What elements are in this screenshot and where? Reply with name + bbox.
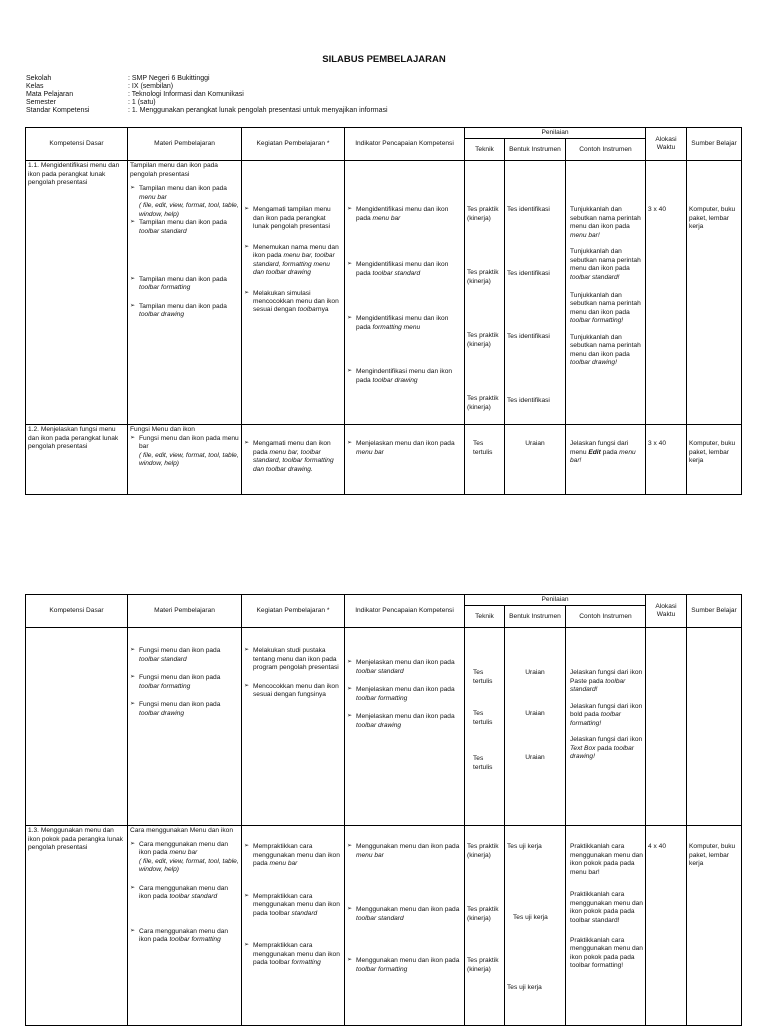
item-text: Tampilan menu dan ikon pada <box>139 219 227 227</box>
item-text: Menjelaskan menu dan ikon pada <box>356 686 455 694</box>
header-bentuk: Bentuk Instrumen <box>505 139 566 161</box>
indikator-cell <box>345 425 465 495</box>
header-kegiatan: Kegiatan Pembelajaran * <box>242 128 345 161</box>
contoh-item <box>568 334 643 368</box>
list-item <box>347 261 462 278</box>
table-row <box>26 161 742 425</box>
item-italic: menu bar <box>356 448 384 456</box>
bentuk-text: Tes uji kerja <box>513 913 548 921</box>
teknik-text: Tes tertulis <box>473 440 493 456</box>
item-text: Fungsi menu dan ikon pada menu bar <box>139 434 239 451</box>
item-text: Jelaskan fungsi dari ikon Paste pada <box>570 669 643 685</box>
header-penilaian: Penilaian <box>465 128 646 139</box>
item-text: Mempraktikkan cara menggunakan menu dan ikon pada <box>253 843 340 868</box>
item-italic: toolbar standard! <box>570 677 626 694</box>
materi-heading: Cara menggunakan Menu dan ikon <box>130 827 234 835</box>
alokasi-cell <box>646 161 687 425</box>
header-kompetensi: Kompetensi Dasar <box>26 128 128 161</box>
alokasi-cell <box>646 826 687 1026</box>
bentuk-text: Tes identifikasi <box>507 269 550 277</box>
list-item <box>347 659 462 676</box>
kd-text: 1.3. Menggunakan menu dan ikon pokok pada perangka lunak pengolah presentasi <box>28 827 123 852</box>
contoh-cell <box>566 628 646 826</box>
sumber-text: Komputer, buku paket, lembar kerja <box>689 440 736 465</box>
contoh-item <box>568 669 643 694</box>
list-item <box>347 957 462 974</box>
sumber-cell <box>687 425 742 495</box>
list-item <box>244 290 342 315</box>
item-italic: toolbar formatting! <box>570 317 624 325</box>
item-italic: toolbar drawing <box>372 376 418 384</box>
item-text: Menjelaskan menu dan ikon pada <box>356 713 455 721</box>
meta-key: Sekolah <box>26 75 52 82</box>
contoh-item: Praktikkanlah cara menggunakan menu dan ikon pokok pada pada toolbar formatting! <box>570 936 643 970</box>
item-italic: toolbar drawing <box>139 311 185 319</box>
item-text: Mempraktikkan cara menggunakan menu dan ikon pada toolbar <box>253 942 340 966</box>
meta-value: : Teknologi Informasi dan Komunikasi <box>128 91 244 98</box>
teknik-cell <box>465 425 505 495</box>
teknik-cell <box>465 628 505 826</box>
item-text: pada <box>597 744 612 752</box>
list-item <box>244 843 342 868</box>
materi-cell <box>128 161 242 425</box>
item-italic: toolbar formatting <box>139 284 191 292</box>
materi-heading: Fungsi Menu dan ikon <box>130 426 195 434</box>
item-text: Jelaskan fungsi dari ikon bold pada <box>570 702 643 719</box>
meta-row-subject <box>26 91 388 99</box>
item-italic: menu bar <box>269 860 298 868</box>
header-kegiatan: Kegiatan Pembelajaran * <box>242 595 345 628</box>
item-text: Jelaskan fungsi dari menu <box>570 440 629 456</box>
header-indikator: Indikator Pencapaian Kompetensi <box>345 128 465 161</box>
item-italic: toolbar standard! <box>570 273 620 281</box>
list-item <box>244 942 342 967</box>
item-detail: ( file, edit, view, format, tool, table, window, help) <box>139 202 239 218</box>
bentuk-text: Tes uji kerja <box>507 843 542 851</box>
meta-value: : 1. Menggunakan perangkat lunak pengolah presentasi untuk menyajikan informasi <box>128 107 388 114</box>
meta-row-class <box>26 83 388 91</box>
item-text: Fungsi menu dan ikon pada <box>139 701 221 709</box>
header-teknik: Teknik <box>465 139 505 161</box>
item-italic: menu bar! <box>570 448 636 465</box>
list-item <box>130 928 239 945</box>
item-text: pada <box>602 448 618 456</box>
materi-cell <box>128 425 242 495</box>
item-text: Mengidentifikasi menu dan ikon pada <box>356 206 449 222</box>
list-item <box>347 440 462 457</box>
list-item: ➢ Mencocokkan menu dan ikon sesuai dengan fungsinya <box>244 683 342 700</box>
alokasi-text: 3 x 40 <box>648 206 666 214</box>
list-item <box>244 440 342 474</box>
teknik-text: Tes tertulis <box>473 710 493 726</box>
teknik-text: Tes praktik (kinerja) <box>467 395 499 411</box>
header-sumber: Sumber Belajar <box>687 595 742 628</box>
meta-value: : 1 (satu) <box>128 99 156 106</box>
contoh-cell <box>566 161 646 425</box>
header-indikator: Indikator Pencapaian Kompetensi <box>345 595 465 628</box>
list-item <box>347 843 462 860</box>
item-text: Cara menggunakan menu dan ikon pada <box>139 884 229 901</box>
list-item <box>130 276 239 293</box>
contoh-item <box>568 206 643 240</box>
contoh-item <box>568 703 643 728</box>
item-text: Menemukan nama menu dan ikon pada <box>253 243 339 260</box>
alokasi-text: 3 x 40 <box>648 440 666 448</box>
item-italic: toolbar <box>297 306 318 314</box>
contoh-cell <box>566 826 646 1026</box>
contoh-item: Praktikkanlah cara menggunakan menu dan ikon pokok pada pada menu bar! <box>570 843 643 876</box>
list-item <box>130 219 239 236</box>
table-row <box>26 425 742 495</box>
item-text: Cara menggunakan menu dan ikon pada <box>139 840 229 857</box>
contoh-item: Praktikkanlah cara menggunakan menu dan ikon pokok pada pada toolbar standard! <box>570 891 643 924</box>
alokasi-cell <box>646 425 687 495</box>
teknik-text: Tes praktik (kinerja) <box>467 957 499 973</box>
table-row <box>26 826 742 1026</box>
bentuk-cell <box>505 826 566 1026</box>
item-text: Jelaskan fungsi dari ikon <box>570 736 643 744</box>
meta-row-semester <box>26 99 388 107</box>
teknik-text: Tes tertulis <box>473 669 493 685</box>
item-text: nya <box>317 306 329 314</box>
item-text: Mengidentifikasi menu dan ikon pada <box>356 261 449 277</box>
teknik-cell <box>465 826 505 1026</box>
item-italic: toolbar standard <box>139 227 187 235</box>
item-text: Fungsi menu dan ikon pada <box>139 674 221 682</box>
bentuk-cell <box>505 628 566 826</box>
kd-cell <box>26 628 128 826</box>
list-item <box>130 701 239 718</box>
sumber-cell <box>687 161 742 425</box>
header-contoh: Contoh Instrumen <box>566 606 646 628</box>
list-item <box>244 244 342 278</box>
item-text: Menjelaskan menu dan ikon pada <box>356 440 455 448</box>
materi-heading: Tampilan menu dan ikon pada pengolah presentasi <box>130 162 218 178</box>
list-item <box>130 885 239 902</box>
list-item <box>130 303 239 320</box>
kd-text: 1.2. Menjelaskan fungsi menu dan ikon pada perangkat lunak pengolah presentasi <box>28 426 119 451</box>
item-text: Tunjukkanlah dan sebutkan nama perintah menu dan ikon pada <box>570 333 641 358</box>
indikator-cell <box>345 826 465 1026</box>
item-italic: menu bar <box>372 214 401 222</box>
item-italic: menu bar, toolbar standard, toolbar formatting dan toolbar drawing. <box>253 448 334 473</box>
materi-cell <box>128 826 242 1026</box>
identity-block <box>26 75 388 115</box>
meta-key: Mata Pelajaran <box>26 91 74 98</box>
item-text: Mengindentifikasi menu dan ikon pada <box>356 368 453 384</box>
teknik-text: Tes praktik (kinerja) <box>467 906 499 922</box>
list-item: ➢ Melakukan studi pustaka tentang menu dan ikon pada program pengolah presentasi <box>244 647 342 672</box>
sumber-text: Komputer, buku paket, lembar kerja <box>689 206 736 231</box>
alokasi-cell <box>646 628 687 826</box>
kegiatan-cell <box>242 628 345 826</box>
bentuk-text: Uraian <box>525 754 545 762</box>
bentuk-cell <box>505 161 566 425</box>
item-italic: toolbar drawing <box>356 721 402 729</box>
header-sumber: Sumber Belajar <box>687 128 742 161</box>
item-italic: toolbar drawing <box>139 709 185 717</box>
contoh-item <box>568 292 643 326</box>
list-item <box>347 713 462 730</box>
teknik-text: Tes tertulis <box>473 755 493 771</box>
item-italic: menu bar, toolbar standard, formatting menu dan toolbar drawing <box>253 252 335 277</box>
bentuk-text: Uraian <box>525 669 545 677</box>
teknik-text: Tes praktik (kinerja) <box>467 206 499 222</box>
item-text: Fungsi menu dan ikon pada <box>139 647 221 655</box>
kd-cell <box>26 826 128 1026</box>
list-item <box>347 686 462 703</box>
list-item <box>130 185 239 219</box>
sumber-text: Komputer, buku paket, lembar kerja <box>689 843 736 868</box>
sumber-cell <box>687 826 742 1026</box>
header-contoh: Contoh Instrumen <box>566 139 646 161</box>
item-italic: menu bar <box>356 851 384 859</box>
header-materi: Materi Pembelajaran <box>128 128 242 161</box>
list-item <box>130 647 239 664</box>
kd-text: 1.1. Mengidentifikasi menu dan ikon pada perangkat lunak pengolah presentasi <box>28 162 120 187</box>
item-text: Tampilan menu dan ikon pada <box>139 185 227 193</box>
item-text: Mengidentifikasi menu dan ikon pada <box>356 315 449 331</box>
list-item <box>347 906 462 923</box>
item-italic: toolbar drawing! <box>570 359 617 366</box>
list-item <box>130 674 239 691</box>
item-text: Tunjukkanlah dan sebutkan nama perintah menu dan ikon pada <box>570 291 641 316</box>
meta-key: Kelas <box>26 83 44 90</box>
item-italic: formatting <box>291 958 321 966</box>
item-italic: toolbar standard <box>139 655 187 663</box>
header-alokasi: Alokasi Waktu <box>646 595 687 628</box>
item-text: Menggunakan menu dan ikon pada <box>356 957 460 965</box>
kd-cell <box>26 425 128 495</box>
bentuk-text: Tes identifikasi <box>507 206 550 214</box>
bentuk-text: Uraian <box>525 440 545 448</box>
item-italic: standard <box>291 909 318 917</box>
item-text: Tunjukkanlah dan sebutkan nama perintah menu dan ikon pada <box>570 206 641 231</box>
header-bentuk: Bentuk Instrumen <box>505 606 566 628</box>
contoh-cell <box>566 425 646 495</box>
header-materi: Materi Pembelajaran <box>128 595 242 628</box>
table-row <box>26 628 742 826</box>
item-text: Cara menggunakan menu dan ikon pada <box>139 927 229 943</box>
header-teknik: Teknik <box>465 606 505 628</box>
item-italic: toolbar formatting <box>356 694 408 702</box>
item-italic: Edit <box>588 448 601 456</box>
item-italic: menu bar! <box>570 231 600 239</box>
item-text: Tampilan menu dan ikon pada <box>139 275 227 283</box>
item-text: Tampilan menu dan ikon pada <box>139 302 227 310</box>
indikator-cell <box>345 161 465 425</box>
meta-value: : IX (sembilan) <box>128 83 174 90</box>
item-italic: toolbar formatting <box>139 682 191 690</box>
document-title: SILABUS PEMBELAJARAN <box>322 54 446 65</box>
kegiatan-cell <box>242 826 345 1026</box>
indikator-cell <box>345 628 465 826</box>
item-detail: ( file, edit, view, format, tool, table, window, help) <box>139 857 239 874</box>
bentuk-text: Uraian <box>525 709 545 717</box>
item-italic: toolbar standard <box>356 914 404 922</box>
teknik-text: Tes praktik (kinerja) <box>467 269 499 285</box>
meta-row-standard <box>26 107 388 115</box>
item-italic: toolbar formatting <box>356 965 408 973</box>
list-item: ➢ Mengamati tampilan menu dan ikon pada perangkat lunak pengolah presentasi <box>244 206 342 231</box>
item-italic: toolbar standard <box>372 269 421 277</box>
alokasi-text: 4 x 40 <box>648 843 666 851</box>
kegiatan-cell <box>242 161 345 425</box>
kegiatan-cell <box>242 425 345 495</box>
teknik-text: Tes praktik (kinerja) <box>467 332 499 348</box>
item-detail: ( file, edit, view, format, tool, table, window, help) <box>139 451 239 468</box>
item-text: Mengamati menu dan ikon pada <box>253 440 331 456</box>
contoh-item <box>568 736 643 761</box>
item-text: Menggunakan menu dan ikon pada <box>356 843 460 851</box>
meta-key: Standar Kompetensi <box>26 107 90 114</box>
list-item <box>130 841 239 875</box>
item-italic: toolbar formatting <box>169 935 221 943</box>
item-text: Mempraktikkan cara menggunakan menu dan ikon pada toolbar <box>253 892 340 917</box>
list-item <box>347 368 462 385</box>
list-item <box>347 315 462 332</box>
item-italic: toolbar standard <box>356 667 404 675</box>
item-text: Melakukan simulasi mencocokkan menu dan ikon sesuai dengan <box>253 289 339 314</box>
header-kompetensi: Kompetensi Dasar <box>26 595 128 628</box>
item-italic: toolbar standard <box>169 893 218 901</box>
teknik-text: Tes praktik (kinerja) <box>467 843 499 859</box>
bentuk-text: Tes uji kerja <box>507 984 542 992</box>
item-italic: toolbar drawing! <box>570 744 634 760</box>
contoh-item <box>568 248 643 282</box>
item-text: Tunjukkanlah dan sebutkan nama perintah menu dan ikon pada <box>570 248 641 273</box>
item-italic: menu bar <box>139 193 167 201</box>
list-item <box>130 435 239 469</box>
meta-value: : SMP Negeri 6 Bukittinggi <box>128 75 210 82</box>
contoh-item <box>568 440 643 465</box>
syllabus-table-page-1 <box>25 127 742 495</box>
materi-cell <box>128 628 242 826</box>
teknik-cell <box>465 161 505 425</box>
item-italic: menu bar <box>169 849 198 857</box>
bentuk-text: Tes identifikasi <box>507 396 550 404</box>
kd-cell <box>26 161 128 425</box>
item-text: Menggunakan menu dan ikon pada <box>356 906 460 914</box>
sumber-cell <box>687 628 742 826</box>
item-italic: Text Box <box>570 744 596 752</box>
header-alokasi: Alokasi Waktu <box>646 128 687 161</box>
item-text: Menjelaskan menu dan ikon pada <box>356 659 455 667</box>
bentuk-cell <box>505 425 566 495</box>
list-item <box>244 893 342 918</box>
item-italic: toolbar formatting! <box>570 711 621 727</box>
bentuk-text: Tes identifikasi <box>507 333 550 341</box>
syllabus-table-page-2 <box>25 594 742 1026</box>
list-item <box>347 206 462 223</box>
header-penilaian: Penilaian <box>465 595 646 606</box>
item-italic: formatting menu <box>372 323 421 331</box>
meta-row-school <box>26 75 388 83</box>
meta-key: Semester <box>26 99 56 106</box>
